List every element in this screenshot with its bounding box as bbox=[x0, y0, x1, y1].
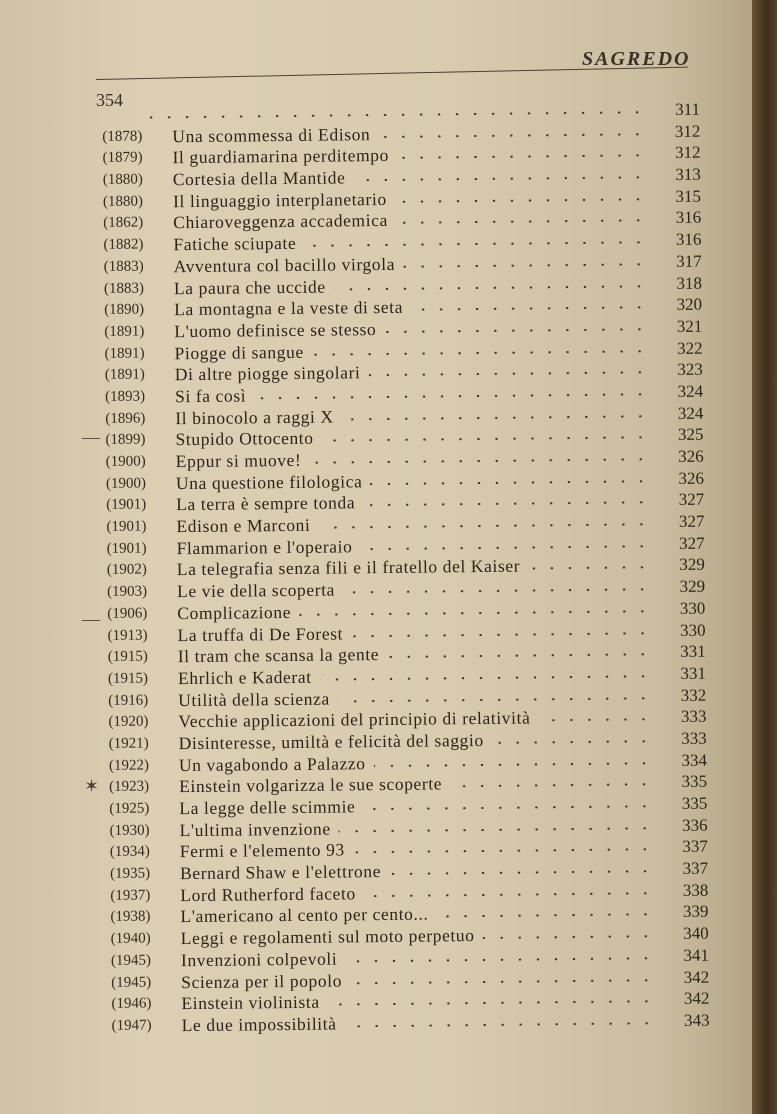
dot-leader bbox=[378, 133, 646, 138]
toc-page-number: 311 bbox=[675, 99, 701, 119]
dot-leader bbox=[320, 675, 652, 680]
toc-page-number: 316 bbox=[675, 229, 702, 250]
toc-year: (1878) bbox=[102, 128, 143, 145]
toc-page-number: 325 bbox=[677, 424, 704, 445]
toc-year: (1893) bbox=[104, 388, 146, 405]
toc-year: (1935) bbox=[109, 865, 151, 882]
toc-year: (1879) bbox=[102, 149, 143, 167]
toc-year: (1945) bbox=[110, 952, 152, 969]
pencil-dash-mark: — bbox=[82, 609, 100, 629]
dot-leader bbox=[353, 849, 654, 854]
dot-leader bbox=[339, 827, 654, 832]
toc-title: Leggi e regolamenti sul moto perpetuo bbox=[180, 925, 475, 949]
toc-year: (1938) bbox=[110, 908, 151, 926]
toc-page-number: 333 bbox=[680, 706, 707, 727]
toc-title: La telegrafia senza fili e il fratello del Kaiser bbox=[176, 556, 521, 580]
toc-page-number: 337 bbox=[682, 837, 708, 857]
toc-year: (1916) bbox=[108, 692, 149, 709]
toc-title: Invenzioni colpevoli bbox=[180, 948, 338, 970]
dot-leader bbox=[437, 914, 655, 918]
toc-page-number: 317 bbox=[676, 251, 702, 271]
toc-title: L'ultima invenzione bbox=[179, 818, 331, 840]
book-edge bbox=[752, 0, 777, 1114]
toc-page-number: 327 bbox=[678, 511, 705, 531]
toc-year: (1945) bbox=[111, 973, 152, 991]
dot-leader bbox=[403, 263, 648, 268]
toc-year: (1862) bbox=[103, 214, 144, 232]
dot-leader bbox=[528, 567, 651, 570]
dot-leader bbox=[136, 111, 646, 118]
toc-title: Le vie della scoperta bbox=[176, 579, 336, 602]
toc-year: (1883) bbox=[103, 280, 145, 297]
toc-page-number: 331 bbox=[680, 663, 707, 683]
toc-page-number: 330 bbox=[679, 598, 706, 618]
toc-year: (1900) bbox=[105, 475, 147, 492]
toc-year: (1946) bbox=[111, 995, 152, 1013]
toc-year: (1901) bbox=[106, 496, 147, 514]
toc-title: Il tram che scansa la gente bbox=[177, 644, 380, 667]
toc-title: Ehrlich e Kaderat bbox=[177, 666, 312, 689]
toc-year: (1883) bbox=[103, 258, 144, 275]
toc-page-number: 312 bbox=[674, 121, 701, 141]
toc-page-number: 343 bbox=[684, 1010, 710, 1030]
toc-title: Complicazione bbox=[177, 601, 292, 623]
toc-page-number: 330 bbox=[679, 620, 706, 640]
toc-page-number: 324 bbox=[677, 403, 704, 423]
toc-year: (1913) bbox=[107, 626, 148, 644]
dot-leader bbox=[387, 653, 652, 658]
toc-page-number: 327 bbox=[679, 533, 705, 553]
toc-title: Edison e Marconi bbox=[176, 514, 311, 537]
toc-page-number: 336 bbox=[681, 815, 708, 835]
toc-title: Fatiche sciupate bbox=[173, 233, 297, 255]
toc-page-number: 321 bbox=[676, 316, 703, 336]
toc-title: Stupido Ottocento bbox=[175, 428, 314, 450]
dot-leader bbox=[411, 306, 648, 310]
toc-page-number: 316 bbox=[675, 208, 702, 228]
toc-title: La montagna e la veste di seta bbox=[174, 296, 404, 320]
dot-leader bbox=[345, 957, 655, 962]
toc-page-number: 324 bbox=[677, 381, 704, 401]
toc-page-number: 334 bbox=[681, 750, 707, 770]
toc-title: Una questione filologica bbox=[175, 470, 363, 493]
toc-page-number: 322 bbox=[676, 338, 703, 358]
toc-title: Vecchie applicazioni del principio di relatività bbox=[178, 707, 531, 732]
toc-title: Le due impossibilità bbox=[181, 1013, 337, 1036]
dot-leader bbox=[322, 437, 650, 442]
dot-leader bbox=[310, 458, 650, 464]
pencil-star-mark: ✶ bbox=[84, 776, 100, 796]
toc-year: (1906) bbox=[107, 605, 148, 622]
toc-year: (1890) bbox=[104, 301, 145, 319]
toc-page-number: 329 bbox=[679, 576, 706, 597]
toc-title: Cortesia della Mantide bbox=[172, 167, 346, 190]
dot-leader bbox=[492, 740, 653, 744]
dot-leader bbox=[369, 371, 649, 376]
dot-leader bbox=[538, 718, 652, 721]
dot-leader bbox=[374, 762, 653, 767]
toc-title: La terra è sempre tonda bbox=[176, 492, 356, 515]
toc-title: Il binocolo a raggi X bbox=[175, 406, 334, 428]
dot-leader bbox=[384, 328, 648, 333]
toc-year: (1921) bbox=[108, 735, 149, 752]
toc-title: Avventura col bacillo virgola bbox=[173, 253, 396, 277]
toc-year: (1922) bbox=[108, 757, 149, 774]
toc-year: (1896) bbox=[105, 410, 146, 427]
toc-page-number: 312 bbox=[674, 143, 701, 163]
toc-title: Eppur si muove! bbox=[175, 449, 302, 472]
toc-year: (1901) bbox=[106, 540, 147, 557]
toc-year: (1925) bbox=[109, 800, 150, 817]
running-title: SAGREDO bbox=[582, 48, 691, 70]
dot-leader bbox=[334, 285, 648, 290]
toc-title: La legge delle scimmie bbox=[179, 796, 356, 819]
toc-page-number: 318 bbox=[676, 273, 702, 293]
dot-leader bbox=[312, 350, 649, 356]
toc-year: (1915) bbox=[107, 670, 149, 687]
dot-leader bbox=[361, 545, 651, 550]
toc-title: Einstein volgarizza le sue scoperte bbox=[179, 773, 443, 797]
toc-title: Il linguaggio interplanetario bbox=[172, 188, 387, 211]
dot-leader bbox=[345, 1022, 656, 1027]
toc-year: (1940) bbox=[110, 930, 151, 948]
toc-page-number: 340 bbox=[683, 923, 709, 944]
pencil-dash-mark: — bbox=[82, 427, 100, 447]
table-of-contents bbox=[96, 99, 716, 1038]
toc-year: (1947) bbox=[111, 1017, 152, 1034]
toc-page-number: 342 bbox=[683, 988, 710, 1009]
toc-year: (1882) bbox=[103, 236, 144, 254]
dot-leader bbox=[350, 979, 655, 984]
toc-page-number: 333 bbox=[681, 728, 707, 748]
toc-title: Una scommessa di Edison bbox=[172, 123, 371, 146]
toc-year: (1899) bbox=[105, 431, 146, 449]
toc-title: Piogge di sangue bbox=[174, 341, 304, 363]
dot-leader bbox=[364, 892, 654, 897]
toc-year: (1891) bbox=[104, 366, 145, 384]
toc-year: (1915) bbox=[107, 648, 148, 666]
toc-title: Lord Rutherford faceto bbox=[180, 883, 356, 905]
toc-year: (1880) bbox=[102, 171, 143, 188]
toc-page-number: 320 bbox=[676, 294, 703, 315]
toc-page-number: 335 bbox=[681, 771, 708, 792]
toc-page-number: 329 bbox=[679, 555, 705, 575]
toc-year: (1937) bbox=[110, 887, 151, 904]
toc-year: (1902) bbox=[106, 561, 147, 579]
toc-year: (1891) bbox=[104, 323, 145, 340]
toc-year: (1900) bbox=[105, 453, 146, 470]
toc-page-number: 341 bbox=[683, 945, 710, 965]
toc-year: (1880) bbox=[102, 193, 144, 210]
dot-leader bbox=[450, 784, 653, 788]
toc-page-number: 342 bbox=[683, 967, 710, 987]
page-number: 354 bbox=[96, 90, 123, 110]
dot-leader bbox=[397, 155, 647, 160]
dot-leader bbox=[354, 176, 647, 181]
toc-page-number: 331 bbox=[680, 641, 706, 662]
dot-leader bbox=[299, 610, 651, 616]
toc-page-number: 326 bbox=[678, 468, 705, 488]
toc-year: (1891) bbox=[104, 345, 145, 362]
dot-leader bbox=[351, 632, 652, 637]
toc-title: Fermi e l'elemento 93 bbox=[179, 839, 345, 862]
toc-year: (1901) bbox=[106, 518, 147, 535]
dot-leader bbox=[483, 935, 655, 939]
toc-title: La paura che uccide bbox=[173, 276, 326, 298]
toc-title: Flammarion e l'operaio bbox=[176, 536, 353, 558]
toc-page-number: 313 bbox=[675, 164, 701, 184]
toc-title: Disinteresse, umiltà e felicità del saggio bbox=[178, 729, 484, 754]
toc-title: Einstein violinista bbox=[181, 991, 320, 1014]
toc-year: (1920) bbox=[108, 713, 149, 731]
toc-year: (1903) bbox=[107, 583, 148, 601]
dot-leader bbox=[338, 697, 652, 702]
toc-title: Un vagabondo a Palazzo bbox=[178, 752, 366, 775]
toc-page-number: 337 bbox=[682, 858, 709, 878]
toc-title: L'uomo definisce se stesso bbox=[174, 318, 377, 342]
dot-leader bbox=[370, 480, 650, 485]
dot-leader bbox=[254, 393, 649, 399]
toc-page-number: 335 bbox=[681, 793, 708, 813]
toc-title: Bernard Shaw e l'elettrone bbox=[179, 861, 382, 884]
toc-page-number: 315 bbox=[675, 186, 702, 206]
toc-year: (1930) bbox=[109, 822, 150, 839]
toc-title: Il guardiamarina perditempo bbox=[172, 145, 390, 168]
toc-title: Si fa così bbox=[174, 385, 247, 407]
dot-leader bbox=[341, 415, 649, 420]
toc-page-number: 332 bbox=[680, 685, 707, 705]
toc-page-number: 323 bbox=[677, 359, 703, 380]
toc-page-number: 326 bbox=[678, 446, 704, 466]
dot-leader bbox=[395, 198, 647, 203]
toc-page-number: 338 bbox=[682, 880, 709, 900]
toc-title: Scienza per il popolo bbox=[181, 969, 343, 992]
dot-leader bbox=[327, 1000, 655, 1005]
dot-leader bbox=[304, 241, 647, 247]
dot-leader bbox=[363, 805, 653, 810]
toc-title: L'americano al cento per cento... bbox=[180, 904, 429, 927]
dot-leader bbox=[389, 870, 654, 875]
toc-page-number: 339 bbox=[682, 902, 709, 922]
dot-leader bbox=[363, 502, 650, 507]
toc-title: Utilità della scienza bbox=[178, 688, 330, 710]
toc-title: La truffa di De Forest bbox=[177, 622, 344, 645]
dot-leader bbox=[318, 523, 650, 528]
toc-title: Di altre piogge singolari bbox=[174, 362, 361, 385]
toc-year: (1934) bbox=[109, 843, 150, 861]
toc-year: (1923) bbox=[109, 778, 150, 796]
dot-leader bbox=[343, 588, 651, 593]
header-rule bbox=[96, 67, 688, 80]
toc-page-number: 327 bbox=[678, 490, 705, 510]
dot-leader bbox=[396, 220, 647, 225]
toc-title: Chiaroveggenza accademica bbox=[173, 210, 389, 233]
